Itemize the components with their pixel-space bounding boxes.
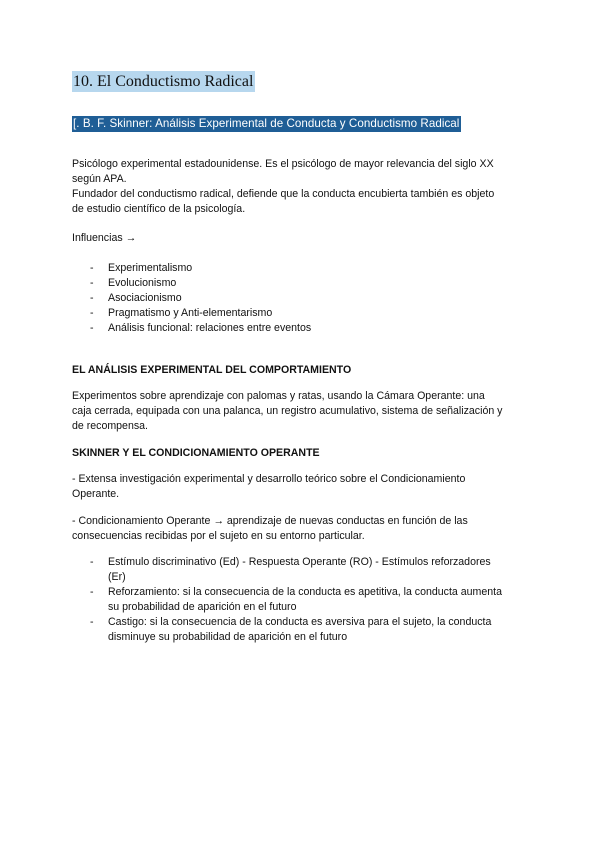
list-item: - Experimentalismo	[90, 262, 193, 274]
list-item: - Castigo: si la consecuencia de la conducta es aversiva para el sujeto, la conducta disminuye su probabilidad de aparición en el futuro	[90, 616, 492, 643]
section2-paragraph	[72, 472, 532, 502]
influences-list	[72, 261, 532, 336]
section2-paragraph	[72, 514, 532, 544]
section-heading: SKINNER Y EL CONDICIONAMIENTO OPERANTE	[72, 447, 320, 459]
page-title: 10. El Conductismo Radical	[73, 73, 254, 90]
intro-line: de estudio científico de la psicología.	[72, 203, 246, 215]
section1-paragraph	[72, 389, 532, 434]
paragraph-line: - Extensa investigación experimental y desarrollo teórico sobre el Condicionamiento	[72, 473, 466, 485]
paragraph-line: consecuencias recibidas por el sujeto en su entorno particular.	[72, 530, 365, 542]
paragraph-line: - Condicionamiento Operante → aprendizaje de nuevas conductas en función de las	[72, 515, 468, 527]
paragraph-line: Operante.	[72, 488, 120, 500]
paragraph-line: de recompensa.	[72, 420, 148, 432]
operant-list	[72, 555, 532, 645]
intro-paragraph	[72, 157, 532, 217]
intro-line: Fundador del conductismo radical, defiende que la conducta encubierta también es objeto	[72, 188, 495, 200]
list-item: - Reforzamiento: si la consecuencia de la conducta es apetitiva, la conducta aumenta su probabilidad de aparición en el futuro	[90, 586, 502, 613]
list-item: - Pragmatismo y Anti-elementarismo	[90, 307, 273, 319]
intro-line: Psicólogo experimental estadounidense. Es el psicólogo de mayor relevancia del siglo XX	[72, 158, 494, 170]
paragraph-line: caja cerrada, equipada con una palanca, un registro acumulativo, sistema de señalización y	[72, 405, 503, 417]
list-item: - Evolucionismo	[90, 277, 177, 289]
section-subtitle: [. B. F. Skinner: Análisis Experimental de Conducta y Conductismo Radical	[73, 117, 460, 130]
section-heading: EL ANÁLISIS EXPERIMENTAL DEL COMPORTAMIENTO	[72, 364, 352, 376]
list-item: - Análisis funcional: relaciones entre eventos	[90, 322, 312, 334]
influences-label: Influencias →	[72, 232, 137, 244]
paragraph-line: Experimentos sobre aprendizaje con palomas y ratas, usando la Cámara Operante: una	[72, 390, 485, 402]
list-item: - Estímulo discriminativo (Ed) - Respuesta Operante (RO) - Estímulos reforzadores (Er)	[90, 556, 491, 583]
intro-line: según APA.	[72, 173, 127, 185]
list-item: - Asociacionismo	[90, 292, 182, 304]
